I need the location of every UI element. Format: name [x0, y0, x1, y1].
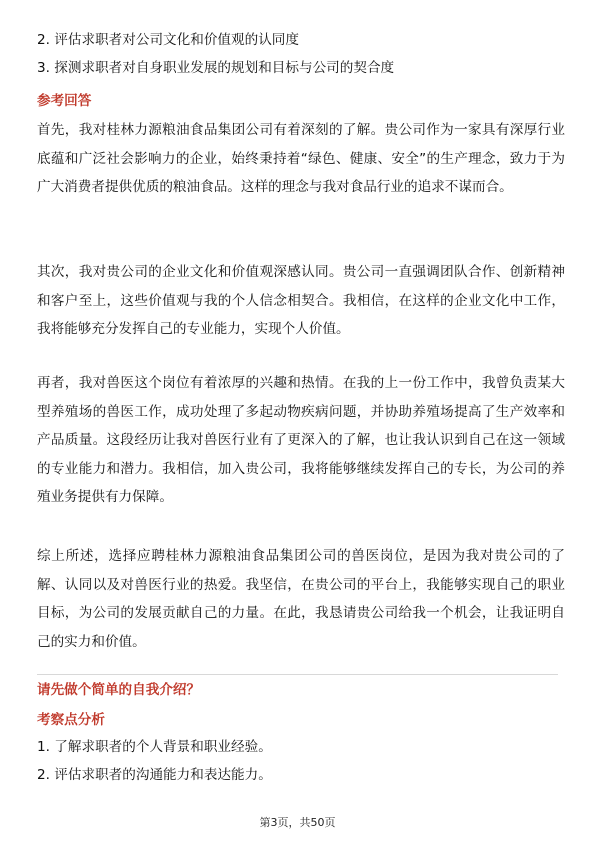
answer-heading: 参考回答	[37, 93, 92, 109]
answer-paragraph: 综上所述，选择应聘桂林力源粮油食品集团公司的兽医岗位，是因为我对贵公司的了解、认同以及对兽医行业的热爱。我坚信，在贵公司的平台上，我能够实现自己的职业目标，为公司的发展贡献自己的力量。在此，我恳请贵公司给我一个机会，让我证明自己的实力和价值。	[37, 548, 565, 650]
answer-paragraph: 再者，我对兽医这个岗位有着浓厚的兴趣和热情。在我的上一份工作中，我曾负责某大型养殖场的兽医工作，成功处理了多起动物疾病问题，并协助养殖场提高了生产效率和产品质量。这段经历让我对兽医行业有了更深入的了解，也让我认识到自己在这一领域的专业能力和潜力。我相信，加入贵公司，我将能够继续发挥自己的专长，为公司的养殖业务提供有力保障。	[37, 375, 565, 505]
list-item: 2. 评估求职者对公司文化和价值观的认同度	[37, 32, 299, 48]
page-number: 第3页，共50页	[259, 816, 336, 829]
answer-paragraph: 首先，我对桂林力源粮油食品集团公司有着深刻的了解。贵公司作为一家具有深厚行业底蕴和广泛社会影响力的企业，始终秉持着“绿色、健康、安全”的生产理念，致力于为广大消费者提供优质的粮油食品。这样的理念与我对食品行业的追求不谋而合。	[37, 122, 565, 195]
section-divider	[37, 674, 558, 675]
list-item: 3. 探测求职者对自身职业发展的规划和目标与公司的契合度	[37, 60, 395, 76]
analysis-heading: 考察点分析	[37, 712, 105, 728]
list-item: 2. 评估求职者的沟通能力和表达能力。	[37, 767, 272, 783]
list-item: 1. 了解求职者的个人背景和职业经验。	[37, 739, 272, 755]
question-heading: 请先做个简单的自我介绍？	[37, 682, 201, 698]
answer-paragraph: 其次，我对贵公司的企业文化和价值观深感认同。贵公司一直强调团队合作、创新精神和客户至上，这些价值观与我的个人信念相契合。我相信，在这样的企业文化中工作，我将能够充分发挥自己的专业能力，实现个人价值。	[37, 264, 565, 337]
